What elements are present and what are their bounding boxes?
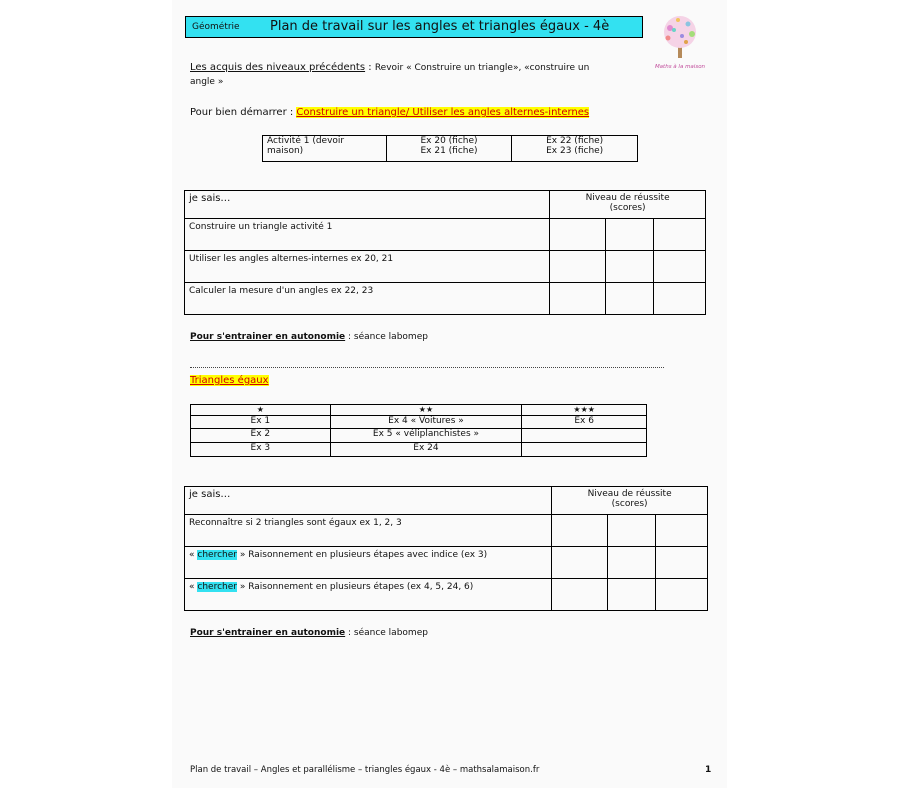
skill-row-text: » Raisonnement en plusieurs étapes avec indice (ex 3)	[236, 550, 488, 560]
skill-row	[185, 579, 552, 611]
table-cell: Ex 1	[191, 416, 331, 429]
skills-table-2	[184, 486, 708, 611]
header-banner	[185, 16, 643, 38]
ex23-text: Ex 23 (fiche)	[546, 146, 604, 156]
score-cell[interactable]	[606, 251, 654, 283]
activities-table	[262, 135, 638, 162]
score-cell[interactable]	[552, 547, 608, 579]
one-star-header: ★	[191, 405, 331, 416]
acquis-paragraph	[190, 61, 630, 89]
ex22-text: Ex 22 (fiche)	[546, 136, 604, 146]
demarrer-highlight: Construire un triangle/ Utiliser les angles alternes-internes	[296, 107, 590, 118]
autonomie-label: Pour s'entrainer en autonomie	[190, 628, 346, 638]
triangles-title-wrap	[190, 375, 269, 386]
skill-row-text: » Raisonnement en plusieurs étapes (ex 4, 5, 24, 6)	[236, 582, 474, 592]
score-cell[interactable]	[550, 283, 606, 315]
chercher-highlight: chercher	[197, 582, 237, 592]
subject-label: Géométrie	[192, 22, 240, 32]
logo	[648, 10, 712, 74]
skill-row: Calculer la mesure d'un angles ex 22, 23	[185, 283, 550, 315]
score-cell[interactable]	[550, 251, 606, 283]
triangles-table	[190, 404, 647, 457]
skill-row: Utiliser les angles alternes-internes ex 20, 21	[185, 251, 550, 283]
table-cell: Ex 6	[522, 416, 647, 429]
score-cell[interactable]	[608, 579, 656, 611]
table-cell: Ex 4 « Voitures »	[330, 416, 522, 429]
demarrer-label: Pour bien démarrer :	[190, 107, 297, 118]
autonomie-line-2	[190, 628, 428, 638]
score-cell[interactable]	[606, 219, 654, 251]
triangles-title: Triangles égaux	[190, 375, 269, 386]
skills-table-1	[184, 190, 706, 315]
score-cell[interactable]	[552, 515, 608, 547]
logo-text: Maths à la maison	[654, 64, 706, 70]
activity-col2-cell	[386, 136, 512, 162]
chercher-highlight: chercher	[197, 550, 237, 560]
page-title: Plan de travail sur les angles et triangles égaux - 4è	[270, 19, 610, 34]
table-cell: Ex 24	[330, 443, 522, 457]
acquis-text-2: angle »	[190, 77, 224, 87]
score-cell[interactable]	[552, 579, 608, 611]
acquis-text-1: Revoir « Construire un triangle», «construire un	[374, 63, 590, 73]
skill-row	[185, 547, 552, 579]
activity-1-cell: Activité 1 (devoir maison)	[263, 136, 387, 162]
demarrer-paragraph	[190, 106, 589, 120]
quote-open: «	[189, 550, 198, 560]
table-cell	[522, 429, 647, 443]
score-header-line1: Niveau de réussite	[587, 489, 672, 499]
score-cell[interactable]	[656, 547, 708, 579]
acquis-label: Les acquis des niveaux précédents	[190, 62, 366, 73]
quote-open: «	[189, 582, 198, 592]
autonomie-text: : séance labomep	[345, 628, 428, 638]
three-star-header: ★★★	[522, 405, 647, 416]
score-header-line1: Niveau de réussite	[585, 193, 670, 203]
score-cell[interactable]	[608, 515, 656, 547]
score-cell[interactable]	[656, 515, 708, 547]
score-cell[interactable]	[656, 579, 708, 611]
score-cell[interactable]	[608, 547, 656, 579]
activity-col3-cell	[512, 136, 638, 162]
skill-row: Construire un triangle activité 1	[185, 219, 550, 251]
table-cell: Ex 3	[191, 443, 331, 457]
ex21-text: Ex 21 (fiche)	[420, 146, 478, 156]
footer-text: Plan de travail – Angles et parallélisme – triangles égaux - 4è – mathsalamaison.fr	[190, 765, 540, 775]
page-number: 1	[705, 765, 712, 775]
skill-row: Reconnaître si 2 triangles sont égaux ex 1, 2, 3	[185, 515, 552, 547]
score-header-line2: (scores)	[609, 203, 646, 213]
score-cell[interactable]	[654, 283, 706, 315]
table-cell: Ex 2	[191, 429, 331, 443]
dotted-separator	[190, 367, 664, 368]
autonomie-line-1	[190, 332, 428, 342]
score-cell[interactable]	[654, 219, 706, 251]
acquis-sep: :	[365, 62, 375, 73]
ex20-text: Ex 20 (fiche)	[420, 136, 478, 146]
score-cell[interactable]	[550, 219, 606, 251]
table-cell	[522, 443, 647, 457]
table-cell: Ex 5 « véliplanchistes »	[330, 429, 522, 443]
score-header	[552, 487, 708, 515]
autonomie-text: : séance labomep	[345, 332, 428, 342]
score-header	[550, 191, 706, 219]
score-header-line2: (scores)	[611, 499, 648, 509]
skills-header: je sais…	[185, 191, 550, 219]
score-cell[interactable]	[654, 251, 706, 283]
autonomie-label: Pour s'entrainer en autonomie	[190, 332, 346, 342]
two-star-header: ★★	[330, 405, 522, 416]
skills-header: je sais…	[185, 487, 552, 515]
score-cell[interactable]	[606, 283, 654, 315]
